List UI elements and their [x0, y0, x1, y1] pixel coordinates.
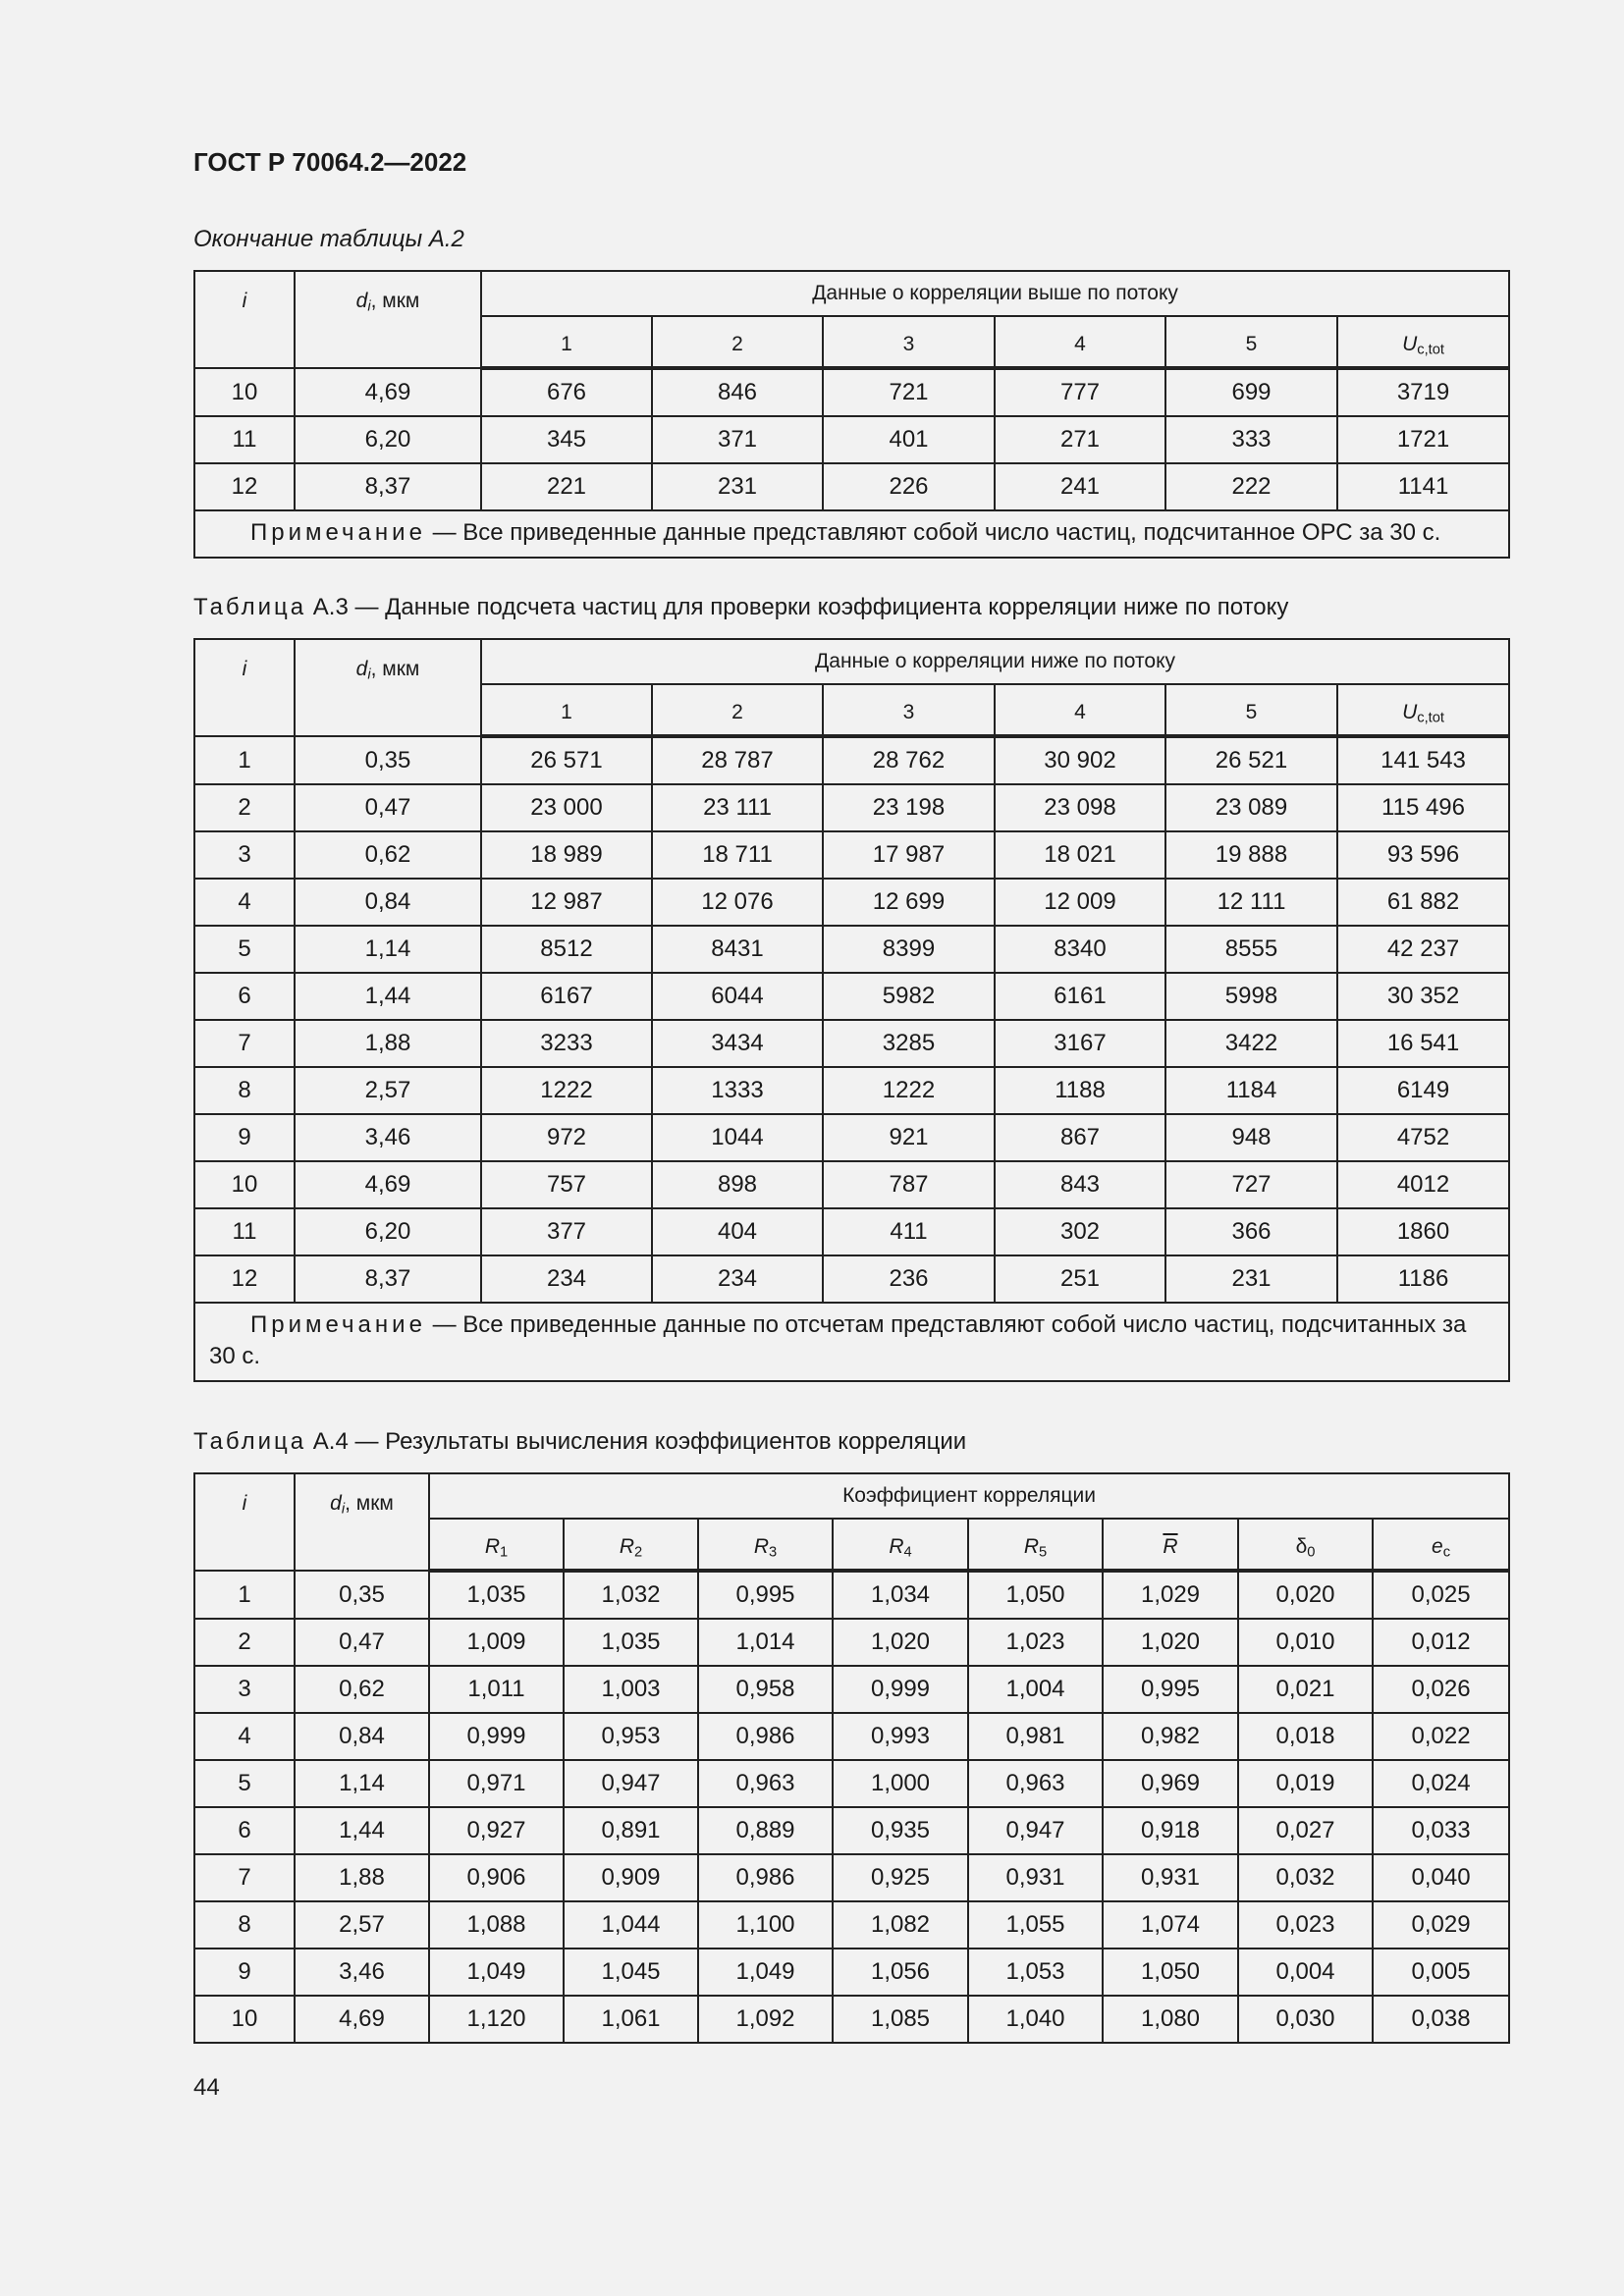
sub-header: $\overline{R}$	[1103, 1519, 1238, 1571]
table-cell: 4012	[1337, 1161, 1509, 1208]
table-row	[194, 879, 1509, 926]
table-row	[194, 1114, 1509, 1161]
table-cell: 1,061	[564, 1996, 698, 2043]
table-cell: 12 987	[481, 879, 652, 926]
table-cell: 271	[995, 416, 1165, 463]
table-cell: 28 787	[652, 736, 823, 784]
table-cell: 898	[652, 1161, 823, 1208]
table-cell: 0,947	[564, 1760, 698, 1807]
table-cell: 8431	[652, 926, 823, 973]
table-cell: 23 198	[823, 784, 995, 831]
table-cell: 0,010	[1238, 1619, 1373, 1666]
page-number: 44	[193, 2074, 220, 2101]
col-header-i: i	[194, 1473, 295, 1571]
table-cell: 115 496	[1337, 784, 1509, 831]
table-cell: 0,993	[833, 1713, 968, 1760]
col-header-d: $d_i$, мкм	[295, 271, 481, 368]
table-cell: 234	[481, 1255, 652, 1303]
table-cell: 12 111	[1165, 879, 1337, 926]
note-label: Примечание	[250, 1311, 426, 1338]
table-cell: 23 098	[995, 784, 1165, 831]
table-cell: 8399	[823, 926, 995, 973]
table-cell: 1333	[652, 1067, 823, 1114]
sub-header-u-total: $U_{c,tot}$	[1337, 316, 1509, 368]
table-cell: 333	[1165, 416, 1337, 463]
table-note	[194, 510, 1509, 558]
note-text: — Все приведенные данные по отсчетам представляют собой число частиц, подсчитанных за 30 с.	[209, 1311, 1467, 1369]
table-cell: 6044	[652, 973, 823, 1020]
table-cell: 345	[481, 416, 652, 463]
table-cell: 1,044	[564, 1901, 698, 1949]
table-cell: 18 711	[652, 831, 823, 879]
table-cell: 0,925	[833, 1854, 968, 1901]
table-cell: 3	[194, 1666, 295, 1713]
table-cell: 1,014	[698, 1619, 833, 1666]
group-header: Данные о корреляции выше по потоку	[481, 271, 1509, 316]
table-cell: 1	[194, 736, 295, 784]
table-row	[194, 1161, 1509, 1208]
table-row	[194, 784, 1509, 831]
table-row	[194, 463, 1509, 510]
sub-header: 5	[1165, 316, 1337, 368]
table-cell: 3167	[995, 1020, 1165, 1067]
table-cell: 2,57	[295, 1067, 481, 1114]
table-cell: 0,982	[1103, 1713, 1238, 1760]
table-cell: 226	[823, 463, 995, 510]
table-cell: 1,050	[1103, 1949, 1238, 1996]
table-cell: 0,986	[698, 1713, 833, 1760]
table-cell: 777	[995, 368, 1165, 416]
table-row	[194, 1713, 1509, 1760]
table-cell: 1,44	[295, 973, 481, 1020]
table-cell: 12	[194, 463, 295, 510]
table-cell: 18 989	[481, 831, 652, 879]
table-row	[194, 1854, 1509, 1901]
table-cell: 404	[652, 1208, 823, 1255]
table-cell: 5982	[823, 973, 995, 1020]
table-cell: 1141	[1337, 463, 1509, 510]
table-cell: 3	[194, 831, 295, 879]
standard-designation: ГОСТ Р 70064.2—2022	[193, 147, 467, 177]
table-cell: 6,20	[295, 416, 481, 463]
table-cell: 251	[995, 1255, 1165, 1303]
table-cell: 222	[1165, 463, 1337, 510]
table-a4	[193, 1472, 1510, 2044]
table-cell: 1,000	[833, 1760, 968, 1807]
table-cell: 7	[194, 1854, 295, 1901]
table-cell: 721	[823, 368, 995, 416]
table-cell: 6	[194, 1807, 295, 1854]
table-cell: 1,004	[968, 1666, 1103, 1713]
table-cell: 676	[481, 368, 652, 416]
table-cell: 3,46	[295, 1114, 481, 1161]
table-row	[194, 416, 1509, 463]
table-cell: 5998	[1165, 973, 1337, 1020]
table-cell: 0,969	[1103, 1760, 1238, 1807]
table-cell: 0,963	[698, 1760, 833, 1807]
table-cell: 411	[823, 1208, 995, 1255]
table-cell: 1,034	[833, 1571, 968, 1619]
table-cell: 10	[194, 1161, 295, 1208]
sub-header: 5	[1165, 684, 1337, 736]
table-cell: 23 111	[652, 784, 823, 831]
sub-header: 4	[995, 684, 1165, 736]
table-cell: 1,053	[968, 1949, 1103, 1996]
table-row	[194, 926, 1509, 973]
table-row	[194, 831, 1509, 879]
table-cell: 6149	[1337, 1067, 1509, 1114]
table-cell: 727	[1165, 1161, 1337, 1208]
table-cell: 231	[1165, 1255, 1337, 1303]
table-cell: 0,020	[1238, 1571, 1373, 1619]
table-cell: 0,023	[1238, 1901, 1373, 1949]
table-cell: 0,84	[295, 879, 481, 926]
table-cell: 4,69	[295, 1161, 481, 1208]
table-cell: 1222	[481, 1067, 652, 1114]
table-cell: 0,005	[1373, 1949, 1509, 1996]
table-cell: 16 541	[1337, 1020, 1509, 1067]
table-cell: 10	[194, 368, 295, 416]
table-cell: 9	[194, 1949, 295, 1996]
table-a2	[193, 270, 1510, 559]
col-header-i: i	[194, 271, 295, 368]
table-cell: 3,46	[295, 1949, 429, 1996]
table-cell: 1,045	[564, 1949, 698, 1996]
table-cell: 843	[995, 1161, 1165, 1208]
table-row	[194, 1996, 1509, 2043]
table-cell: 0,971	[429, 1760, 564, 1807]
table-cell: 0,030	[1238, 1996, 1373, 2043]
table-cell: 921	[823, 1114, 995, 1161]
table-cell: 2	[194, 784, 295, 831]
table-cell: 4,69	[295, 368, 481, 416]
sub-header: 4	[995, 316, 1165, 368]
table-cell: 231	[652, 463, 823, 510]
table-cell: 0,889	[698, 1807, 833, 1854]
table-a3-caption: Таблица А.3 — Данные подсчета частиц для проверки коэффициента корреляции ниже по потоку	[193, 594, 1289, 620]
table-cell: 1,082	[833, 1901, 968, 1949]
table-cell: 1,049	[429, 1949, 564, 1996]
table-cell: 0,026	[1373, 1666, 1509, 1713]
table-cell: 30 902	[995, 736, 1165, 784]
table-cell: 377	[481, 1208, 652, 1255]
table-cell: 787	[823, 1161, 995, 1208]
table-cell: 1,011	[429, 1666, 564, 1713]
table-cell: 1,88	[295, 1854, 429, 1901]
table-row	[194, 1901, 1509, 1949]
table-cell: 1,009	[429, 1619, 564, 1666]
group-header: Данные о корреляции ниже по потоку	[481, 639, 1509, 684]
sub-header: 3	[823, 316, 995, 368]
table-cell: 1044	[652, 1114, 823, 1161]
group-header: Коэффициент корреляции	[429, 1473, 1509, 1519]
table-row	[194, 1255, 1509, 1303]
table-cell: 2	[194, 1619, 295, 1666]
table-a2-caption: Окончание таблицы А.2	[193, 226, 464, 252]
table-cell: 3434	[652, 1020, 823, 1067]
table-cell: 26 521	[1165, 736, 1337, 784]
table-cell: 8	[194, 1067, 295, 1114]
table-cell: 1184	[1165, 1067, 1337, 1114]
table-cell: 699	[1165, 368, 1337, 416]
table-a4-caption: Таблица А.4 — Результаты вычисления коэффициентов корреляции	[193, 1428, 967, 1455]
table-cell: 846	[652, 368, 823, 416]
table-cell: 12 699	[823, 879, 995, 926]
table-cell: 28 762	[823, 736, 995, 784]
table-cell: 0,931	[1103, 1854, 1238, 1901]
table-cell: 0,927	[429, 1807, 564, 1854]
table-a3	[193, 638, 1510, 1382]
table-cell: 1,088	[429, 1901, 564, 1949]
table-cell: 10	[194, 1996, 295, 2043]
table-cell: 7	[194, 1020, 295, 1067]
table-cell: 0,963	[968, 1760, 1103, 1807]
table-row	[194, 1807, 1509, 1854]
table-cell: 8,37	[295, 463, 481, 510]
table-cell: 5	[194, 1760, 295, 1807]
table-cell: 0,029	[1373, 1901, 1509, 1949]
table-cell: 23 000	[481, 784, 652, 831]
note-text: — Все приведенные данные представляют собой число частиц, подсчитанное ОРС за 30 с.	[425, 519, 1441, 546]
table-row	[194, 1760, 1509, 1807]
table-cell: 2,57	[295, 1901, 429, 1949]
table-cell: 12	[194, 1255, 295, 1303]
table-cell: 3719	[1337, 368, 1509, 416]
table-cell: 8555	[1165, 926, 1337, 973]
table-cell: 1,035	[564, 1619, 698, 1666]
table-row	[194, 1571, 1509, 1619]
table-cell: 972	[481, 1114, 652, 1161]
table-cell: 1,050	[968, 1571, 1103, 1619]
table-cell: 1188	[995, 1067, 1165, 1114]
table-cell: 1,020	[1103, 1619, 1238, 1666]
table-cell: 0,999	[429, 1713, 564, 1760]
table-cell: 0,909	[564, 1854, 698, 1901]
table-cell: 1,100	[698, 1901, 833, 1949]
table-cell: 0,35	[295, 1571, 429, 1619]
table-cell: 0,024	[1373, 1760, 1509, 1807]
table-cell: 0,986	[698, 1854, 833, 1901]
table-cell: 6167	[481, 973, 652, 1020]
table-cell: 0,004	[1238, 1949, 1373, 1996]
table-cell: 1,049	[698, 1949, 833, 1996]
table-cell: 1222	[823, 1067, 995, 1114]
col-header-d: $d_i$, мкм	[295, 639, 481, 736]
table-row	[194, 973, 1509, 1020]
table-cell: 0,999	[833, 1666, 968, 1713]
table-cell: 0,47	[295, 784, 481, 831]
table-row	[194, 1666, 1509, 1713]
table-cell: 0,935	[833, 1807, 968, 1854]
table-cell: 93 596	[1337, 831, 1509, 879]
table-cell: 11	[194, 416, 295, 463]
table-cell: 0,019	[1238, 1760, 1373, 1807]
table-cell: 1,020	[833, 1619, 968, 1666]
table-cell: 1,88	[295, 1020, 481, 1067]
sub-header: 3	[823, 684, 995, 736]
sub-header: $R_4$	[833, 1519, 968, 1571]
table-cell: 236	[823, 1255, 995, 1303]
table-cell: 4	[194, 879, 295, 926]
table-cell: 948	[1165, 1114, 1337, 1161]
table-cell: 1	[194, 1571, 295, 1619]
table-cell: 0,931	[968, 1854, 1103, 1901]
table-cell: 0,981	[968, 1713, 1103, 1760]
table-cell: 1721	[1337, 416, 1509, 463]
note-label: Примечание	[250, 519, 426, 546]
table-cell: 8512	[481, 926, 652, 973]
table-cell: 401	[823, 416, 995, 463]
table-cell: 0,947	[968, 1807, 1103, 1854]
table-cell: 0,032	[1238, 1854, 1373, 1901]
table-cell: 0,021	[1238, 1666, 1373, 1713]
col-header-i: i	[194, 639, 295, 736]
table-cell: 0,995	[698, 1571, 833, 1619]
table-cell: 0,025	[1373, 1571, 1509, 1619]
sub-header: $e_c$	[1373, 1519, 1509, 1571]
table-cell: 0,018	[1238, 1713, 1373, 1760]
table-cell: 3285	[823, 1020, 995, 1067]
table-cell: 3233	[481, 1020, 652, 1067]
table-cell: 5	[194, 926, 295, 973]
table-cell: 1,085	[833, 1996, 968, 2043]
table-cell: 8,37	[295, 1255, 481, 1303]
table-cell: 0,906	[429, 1854, 564, 1901]
table-cell: 366	[1165, 1208, 1337, 1255]
table-cell: 1,003	[564, 1666, 698, 1713]
sub-header: $R_5$	[968, 1519, 1103, 1571]
table-cell: 1,44	[295, 1807, 429, 1854]
table-cell: 6	[194, 973, 295, 1020]
table-cell: 0,953	[564, 1713, 698, 1760]
table-cell: 1,074	[1103, 1901, 1238, 1949]
table-cell: 17 987	[823, 831, 995, 879]
sub-header: $\delta_0$	[1238, 1519, 1373, 1571]
table-row	[194, 1208, 1509, 1255]
table-cell: 1,023	[968, 1619, 1103, 1666]
table-row	[194, 1619, 1509, 1666]
sub-header: $R_1$	[429, 1519, 564, 1571]
table-cell: 23 089	[1165, 784, 1337, 831]
table-cell: 11	[194, 1208, 295, 1255]
table-cell: 0,022	[1373, 1713, 1509, 1760]
table-cell: 1186	[1337, 1255, 1509, 1303]
col-header-d: $d_i$, мкм	[295, 1473, 429, 1571]
table-cell: 19 888	[1165, 831, 1337, 879]
table-row	[194, 1020, 1509, 1067]
table-cell: 1,092	[698, 1996, 833, 2043]
table-cell: 12 009	[995, 879, 1165, 926]
table-cell: 221	[481, 463, 652, 510]
table-cell: 1,056	[833, 1949, 968, 1996]
table-cell: 241	[995, 463, 1165, 510]
table-cell: 26 571	[481, 736, 652, 784]
table-cell: 6,20	[295, 1208, 481, 1255]
table-cell: 30 352	[1337, 973, 1509, 1020]
table-cell: 8340	[995, 926, 1165, 973]
sub-header: 2	[652, 316, 823, 368]
sub-header-u-total: $U_{c,tot}$	[1337, 684, 1509, 736]
table-cell: 4752	[1337, 1114, 1509, 1161]
table-cell: 1,14	[295, 1760, 429, 1807]
table-cell: 0,027	[1238, 1807, 1373, 1854]
table-cell: 18 021	[995, 831, 1165, 879]
table-cell: 1,035	[429, 1571, 564, 1619]
table-cell: 4,69	[295, 1996, 429, 2043]
table-cell: 0,038	[1373, 1996, 1509, 2043]
sub-header: 2	[652, 684, 823, 736]
table-cell: 234	[652, 1255, 823, 1303]
sub-header: $R_3$	[698, 1519, 833, 1571]
table-cell: 1,055	[968, 1901, 1103, 1949]
table-cell: 1,032	[564, 1571, 698, 1619]
table-cell: 0,62	[295, 831, 481, 879]
table-cell: 867	[995, 1114, 1165, 1161]
table-cell: 0,891	[564, 1807, 698, 1854]
table-row	[194, 1949, 1509, 1996]
table-cell: 4	[194, 1713, 295, 1760]
sub-header: $R_2$	[564, 1519, 698, 1571]
table-cell: 42 237	[1337, 926, 1509, 973]
table-cell: 757	[481, 1161, 652, 1208]
table-cell: 0,040	[1373, 1854, 1509, 1901]
table-cell: 9	[194, 1114, 295, 1161]
table-cell: 1,080	[1103, 1996, 1238, 2043]
table-cell: 0,918	[1103, 1807, 1238, 1854]
table-cell: 371	[652, 416, 823, 463]
table-row	[194, 368, 1509, 416]
table-cell: 0,47	[295, 1619, 429, 1666]
table-cell: 1,14	[295, 926, 481, 973]
table-cell: 1,040	[968, 1996, 1103, 2043]
table-cell: 12 076	[652, 879, 823, 926]
table-cell: 0,958	[698, 1666, 833, 1713]
table-cell: 61 882	[1337, 879, 1509, 926]
sub-header: 1	[481, 316, 652, 368]
table-cell: 0,995	[1103, 1666, 1238, 1713]
table-cell: 1,120	[429, 1996, 564, 2043]
table-cell: 1,029	[1103, 1571, 1238, 1619]
table-cell: 6161	[995, 973, 1165, 1020]
table-cell: 0,84	[295, 1713, 429, 1760]
table-row	[194, 736, 1509, 784]
table-row	[194, 1067, 1509, 1114]
table-cell: 0,033	[1373, 1807, 1509, 1854]
table-cell: 3422	[1165, 1020, 1337, 1067]
sub-header: 1	[481, 684, 652, 736]
table-note	[194, 1303, 1509, 1381]
table-cell: 0,62	[295, 1666, 429, 1713]
table-cell: 1860	[1337, 1208, 1509, 1255]
table-cell: 0,35	[295, 736, 481, 784]
table-cell: 8	[194, 1901, 295, 1949]
table-cell: 302	[995, 1208, 1165, 1255]
table-cell: 0,012	[1373, 1619, 1509, 1666]
table-cell: 141 543	[1337, 736, 1509, 784]
